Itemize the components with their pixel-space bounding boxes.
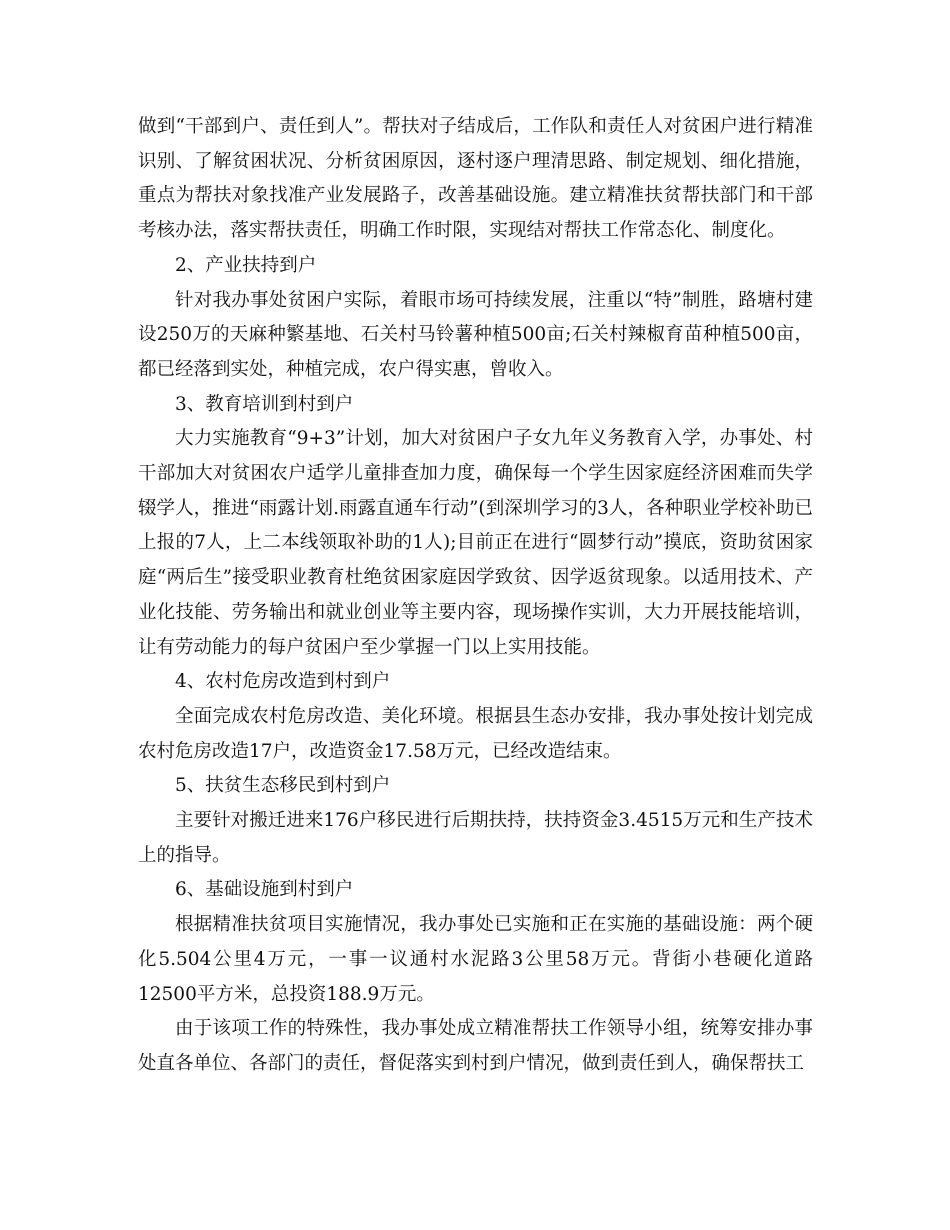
heading-education-training: 3、教育培训到村到户 bbox=[175, 393, 354, 415]
paragraph-housing-renovation: 全面完成农村危房改造、美化环境。根据县生态办安排，我办事处按计划完成农村危房改造17户，改造资金17.58万元，已经改造结束。 bbox=[138, 705, 813, 762]
heading-industry-support: 2、产业扶持到户 bbox=[175, 254, 317, 276]
heading-ecological-migration: 5、扶贫生态移民到村到户 bbox=[175, 775, 391, 797]
heading-housing-renovation: 4、农村危房改造到村到户 bbox=[175, 671, 391, 693]
paragraph-infrastructure: 根据精准扶贫项目实施情况，我办事处已实施和正在实施的基础设施：两个硬化5.504公里4万元，一事一议通村水泥路3公里58万元。背街小巷硬化道路12500平方米，总投资188.9万元。 bbox=[138, 914, 813, 1005]
paragraph-ecological-migration: 主要针对搬迁进来176户移民进行后期扶持，扶持资金3.4515万元和生产技术上的指导。 bbox=[138, 810, 813, 866]
heading-infrastructure: 6、基础设施到村到户 bbox=[175, 879, 354, 901]
paragraph-education-training: 大力实施教育“9+3”计划，加大对贫困户子女九年义务教育入学，办事处、村干部加大对贫困农户适学儿童排查加力度，确保每一个学生因家庭经济困难而失学辍学人，推进“雨露计划.雨露直通车行动”(到深圳学习的3人，各种职业学校补助已上报的7人，上二本线领取补助的1人);目前正在进行“圆梦行动”摸底，资助贫困家庭“两后生”接受职业教育杜绝贫困家庭因学致贫、因学返贫现象。以适用技术、产业化技能、劳务输出和就业创业等主要内容，现场操作实训，大力开展技能培训，让有劳动能力的每户贫困户至少掌握一门以上实用技能。 bbox=[138, 428, 813, 658]
paragraph-leadership-group: 由于该项工作的特殊性，我办事处成立精准帮扶工作领导小组，统筹安排办事处直各单位、各部门的责任，督促落实到村到户情况，做到责任到人，确保帮扶工 bbox=[138, 1018, 813, 1074]
document-body bbox=[138, 110, 813, 1082]
paragraph-cadre-responsibility: 做到“干部到户、责任到人”。帮扶对子结成后，工作队和责任人对贫困户进行精准识别、了解贫困状况、分析贫困原因，逐村逐户理清思路、制定规划、细化措施，重点为帮扶对象找准产业发展路子，改善基础设施。建立精准扶贫帮扶部门和干部考核办法，落实帮扶责任，明确工作时限，实现结对帮扶工作常态化、制度化。 bbox=[138, 116, 813, 242]
paragraph-industry-support: 针对我办事处贫困户实际，着眼市场可持续发展，注重以“特”制胜，路塘村建设250万的天麻种繁基地、石关村马铃薯种植500亩;石关村辣椒育苗种植500亩，都已经落到实处，种植完成，农户得实惠，曾收入。 bbox=[138, 289, 813, 380]
